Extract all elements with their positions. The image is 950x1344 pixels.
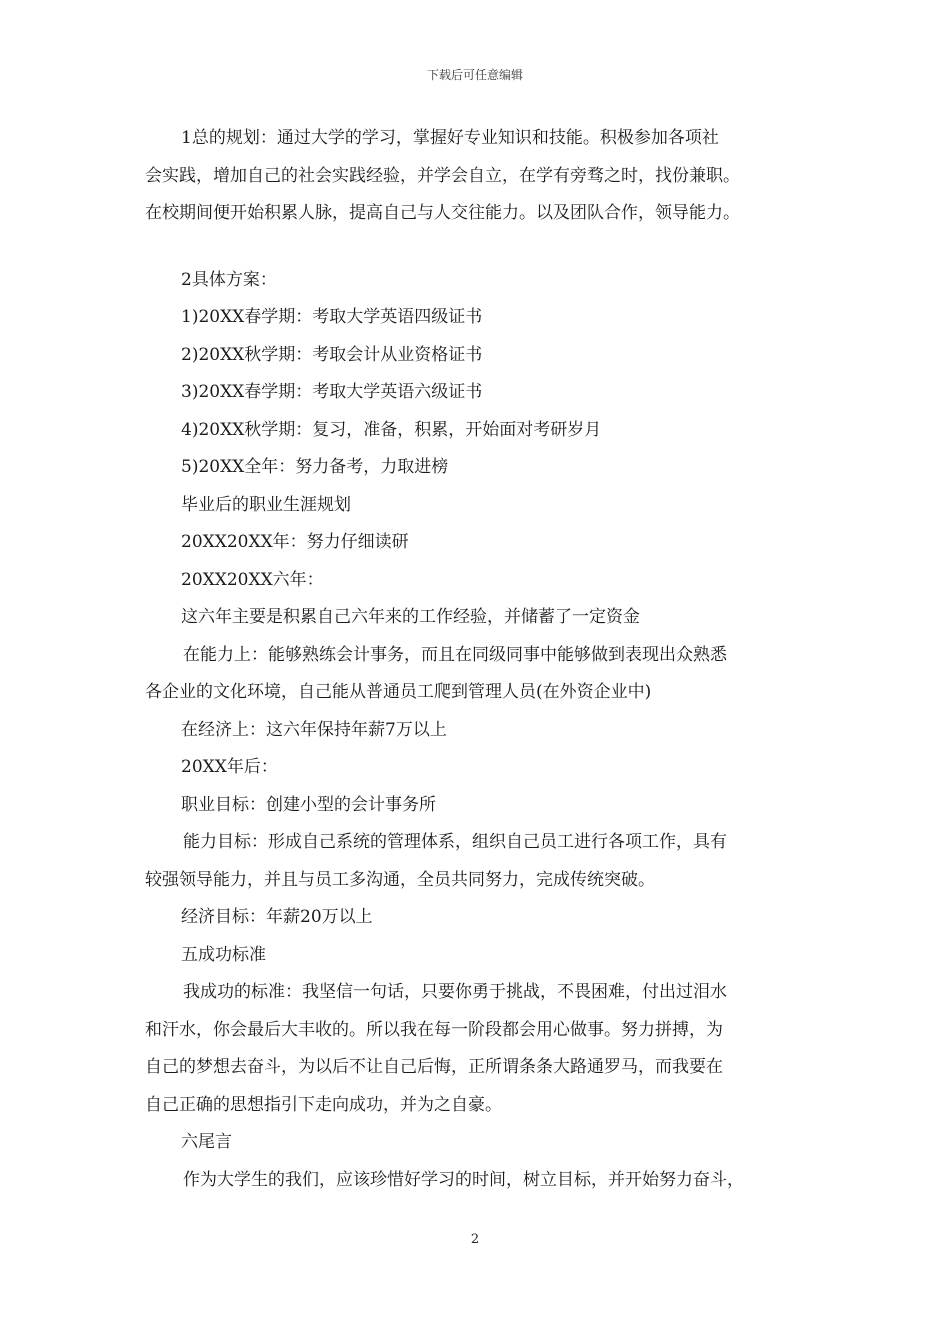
ability-line-1: 在能力上：能够熟练会计事务，而且在同级同事中能够做到表现出众熟悉 xyxy=(183,644,727,665)
after-period: 20XX年后： xyxy=(181,757,278,777)
ability-line-2: 各企业的文化环境，自己能从普通员工爬到管理人员(在外资企业中) xyxy=(145,682,652,702)
plan-summary-line-3: 在校期间便开始积累人脉，提高自己与人交往能力。以及团队合作，领导能力。 xyxy=(145,203,740,223)
period-1: 20XX20XX年：努力仔细读研 xyxy=(181,532,409,552)
document-body xyxy=(145,120,825,1199)
section-5-line-2: 和汗水，你会最后大丰收的。所以我在每一阶段都会用心做事。努力拼搏，为 xyxy=(145,1019,723,1040)
plan-summary-line-1: 1总的规划：通过大学的学习，掌握好专业知识和技能。积极参加各项社 xyxy=(181,128,719,148)
section-5-title: 五成功标准 xyxy=(181,944,266,965)
plan-item-4: 4)20XX秋学期：复习，准备，积累，开始面对考研岁月 xyxy=(181,419,602,440)
plan-title: 2具体方案： xyxy=(181,269,277,290)
plan-summary-line-2: 会实践，增加自己的社会实践经验，并学会自立，在学有旁骛之时，找份兼职。 xyxy=(145,165,740,186)
page-header: 下载后可任意编辑 xyxy=(426,68,523,82)
plan-item-1: 1)20XX春学期：考取大学英语四级证书 xyxy=(181,307,483,327)
section-5-line-4: 自己正确的思想指引下走向成功，并为之自豪。 xyxy=(145,1094,502,1115)
plan-item-3: 3)20XX春学期：考取大学英语六级证书 xyxy=(181,382,483,402)
ability-goal-line-1: 能力目标：形成自己系统的管理体系，组织自己员工进行各项工作，具有 xyxy=(183,832,727,852)
plan-item-2: 2)20XX秋学期：考取会计从业资格证书 xyxy=(181,344,483,365)
economy-line: 在经济上：这六年保持年薪7万以上 xyxy=(181,719,447,740)
paragraph-gap xyxy=(145,233,825,262)
section-6-line-1: 作为大学生的我们，应该珍惜好学习的时间，树立目标，并开始努力奋斗， xyxy=(183,1169,744,1190)
career-goal: 职业目标：创建小型的会计事务所 xyxy=(181,794,436,815)
economy-goal: 经济目标：年薪20万以上 xyxy=(181,907,373,927)
plan-item-5: 5)20XX全年：努力备考，力取进榜 xyxy=(181,457,449,477)
period-2-desc: 这六年主要是积累自己六年来的工作经验，并储蓄了一定资金 xyxy=(181,607,640,627)
period-2: 20XX20XX六年： xyxy=(181,569,324,590)
section-5-line-1: 我成功的标准：我坚信一句话，只要你勇于挑战，不畏困难，付出过泪水 xyxy=(183,982,727,1002)
page-number: 2 xyxy=(470,1232,480,1247)
section-5-line-3: 自己的梦想去奋斗，为以后不让自己后悔，正所谓条条大路通罗马，而我要在 xyxy=(145,1057,723,1077)
ability-goal-line-2: 较强领导能力，并且与员工多沟通，全员共同努力，完成传统突破。 xyxy=(145,869,655,890)
career-title: 毕业后的职业生涯规划 xyxy=(181,494,351,515)
section-6-title: 六尾言 xyxy=(181,1132,232,1152)
